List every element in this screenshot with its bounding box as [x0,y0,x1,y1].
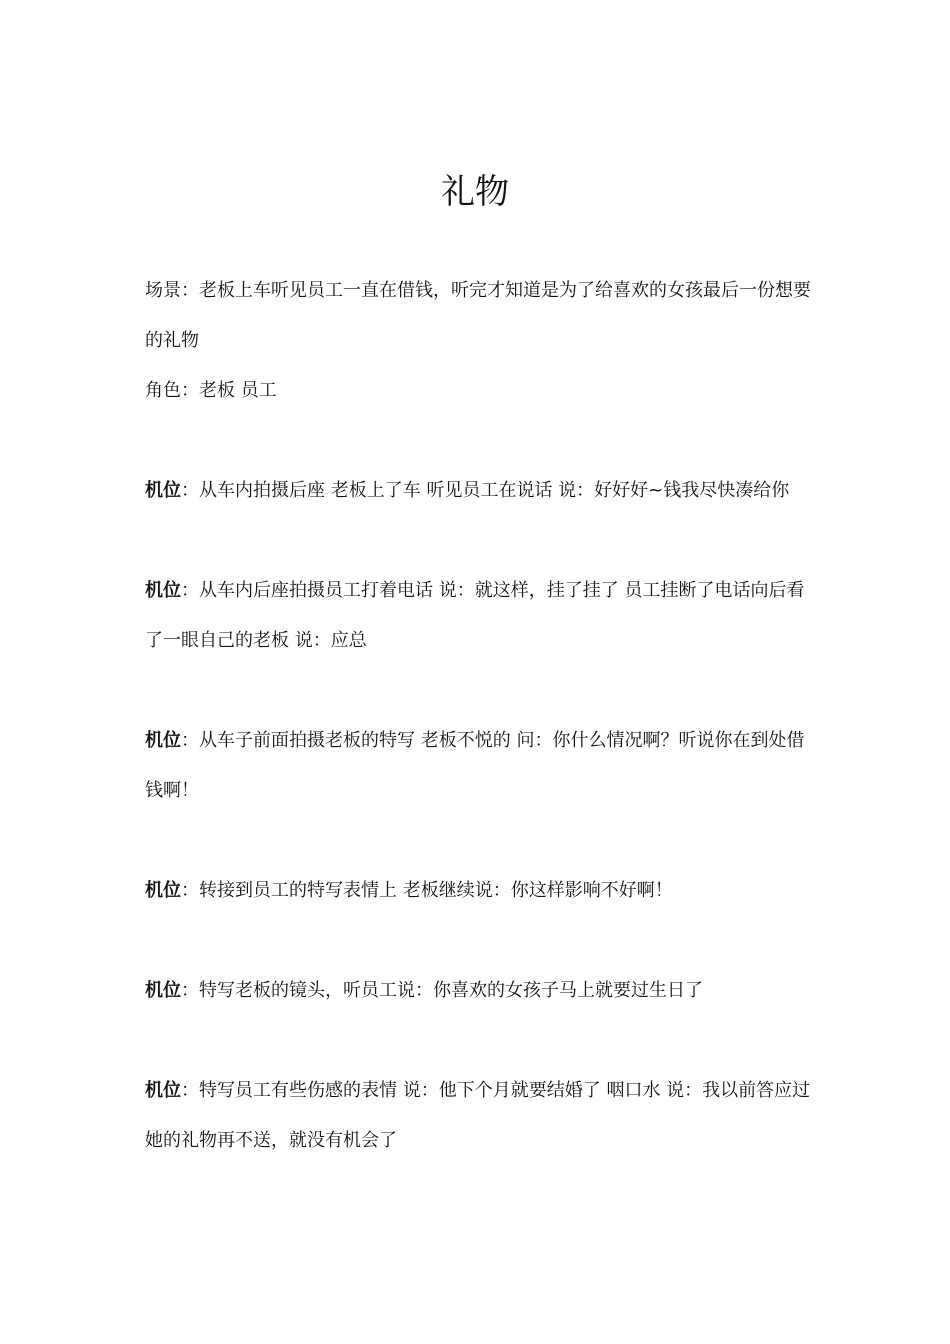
roles-paragraph: 角色：老板 员工 [145,380,277,401]
shot-text: ：从车子前面拍摄老板的特写 老板不悦的 问：你什么情况啊？听说你在到处借钱啊！ [145,730,805,801]
shot-label: 机位 [145,730,181,751]
shot-paragraph-4 [145,866,815,916]
shot-label: 机位 [145,1080,181,1101]
scene-paragraph: 场景：老板上车听见员工一直在借钱，听完才知道是为了给喜欢的女孩最后一份想要的礼物 [145,280,811,351]
shot-text: ：从车内拍摄后座 老板上了车 听见员工在说话 说：好好好~钱我尽快凑给你 [181,480,790,501]
shot-label: 机位 [145,880,181,901]
shot-text: ：转接到员工的特写表情上 老板继续说：你这样影响不好啊！ [181,880,673,901]
shot-paragraph-1 [145,466,815,516]
shot-label: 机位 [145,580,181,601]
shot-text: ：从车内后座拍摄员工打着电话 说：就这样，挂了挂了 员工挂断了电话向后看了一眼自己的老板 说：应总 [145,580,805,651]
shot-paragraph-6 [145,1066,815,1166]
shot-text: ：特写老板的镜头，听员工说：你喜欢的女孩子马上就要过生日了 [181,980,703,1001]
shot-paragraph-3 [145,716,815,816]
shot-label: 机位 [145,480,181,501]
document-body [145,266,815,1166]
document-title: 礼物 [441,172,509,212]
shot-label: 机位 [145,980,181,1001]
shot-paragraph-5 [145,966,815,1016]
shot-text: ：特写员工有些伤感的表情 说：他下个月就要结婚了 咽口水 说：我以前答应过她的礼物再不送，就没有机会了 [145,1080,811,1151]
shot-paragraph-2 [145,566,815,666]
